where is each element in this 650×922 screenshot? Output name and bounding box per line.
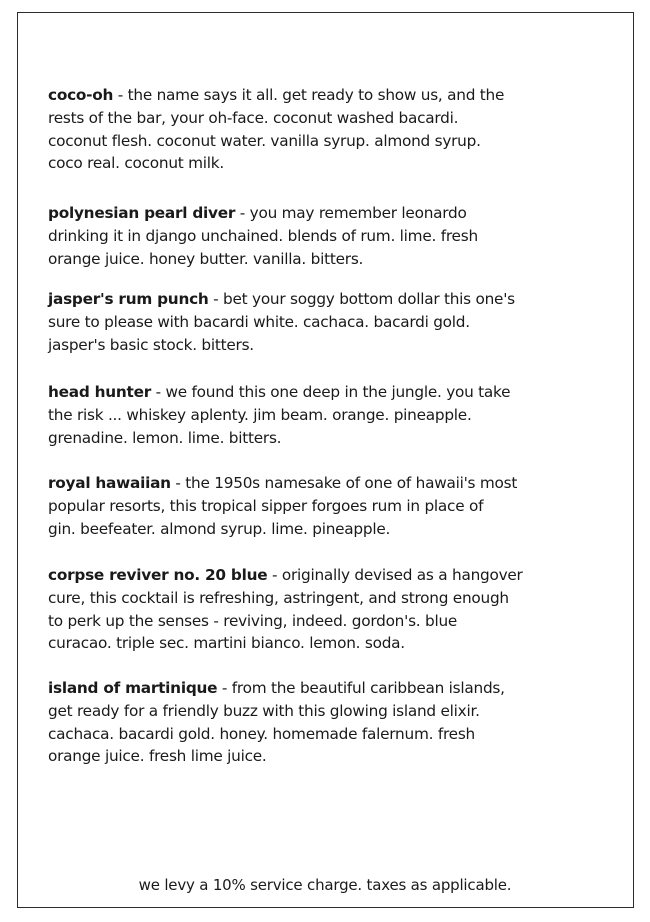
menu-item-corpse-reviver: [48, 564, 553, 655]
menu-item-island-of-martinique: [48, 677, 553, 768]
menu-item-description: - the 1950s namesake of one of hawaii's most popular resorts, this tropical sipper forgoes rum in place of gin. beefeater. almond syrup. lime. pineapple.: [48, 474, 518, 538]
menu-item-name: head hunter: [48, 383, 152, 401]
menu-item-description: - the name says it all. get ready to show us, and the rests of the bar, your oh-face. coconut washed bacardi. coconut flesh. coconut water. vanilla syrup. almond syrup. coco real. coconut milk.: [48, 86, 505, 173]
menu-item-jaspers-rum-punch: [48, 288, 553, 356]
service-charge-note: we levy a 10% service charge. taxes as applicable.: [138, 876, 512, 894]
menu-item-description: - we found this one deep in the jungle. you take the risk ... whiskey aplenty. jim beam. orange. pineapple. grenadine. lemon. lime. bitters.: [48, 383, 511, 447]
menu-item-name: island of martinique: [48, 679, 218, 697]
menu-item-name: coco-oh: [48, 86, 114, 104]
menu-item-polynesian-pearl-diver: [48, 202, 553, 270]
menu-item-coco-oh: [48, 84, 553, 175]
menu-item-name: jasper's rum punch: [48, 290, 209, 308]
menu-item-head-hunter: [48, 381, 553, 449]
menu-item-description: - bet your soggy bottom dollar this one's sure to please with bacardi white. cachaca. bacardi gold. jasper's basic stock. bitters.: [48, 290, 515, 354]
menu-item-description: - you may remember leonardo drinking it in django unchained. blends of rum. lime. fresh orange juice. honey butter. vanilla. bitters.: [48, 204, 478, 268]
menu-item-name: corpse reviver no. 20 blue: [48, 566, 268, 584]
menu-item-name: polynesian pearl diver: [48, 204, 236, 222]
menu-item-name: royal hawaiian: [48, 474, 171, 492]
menu-item-description: - originally devised as a hangover cure, this cocktail is refreshing, astringent, and strong enough to perk up the senses - reviving, indeed. gordon's. blue curacao. triple sec. martini bianco. lemon. soda.: [48, 566, 523, 653]
menu-item-royal-hawaiian: [48, 472, 553, 540]
menu-item-description: - from the beautiful caribbean islands, get ready for a friendly buzz with this glowing island elixir. cachaca. bacardi gold. honey. homemade falernum. fresh orange juice. fresh lime juice.: [48, 679, 505, 766]
